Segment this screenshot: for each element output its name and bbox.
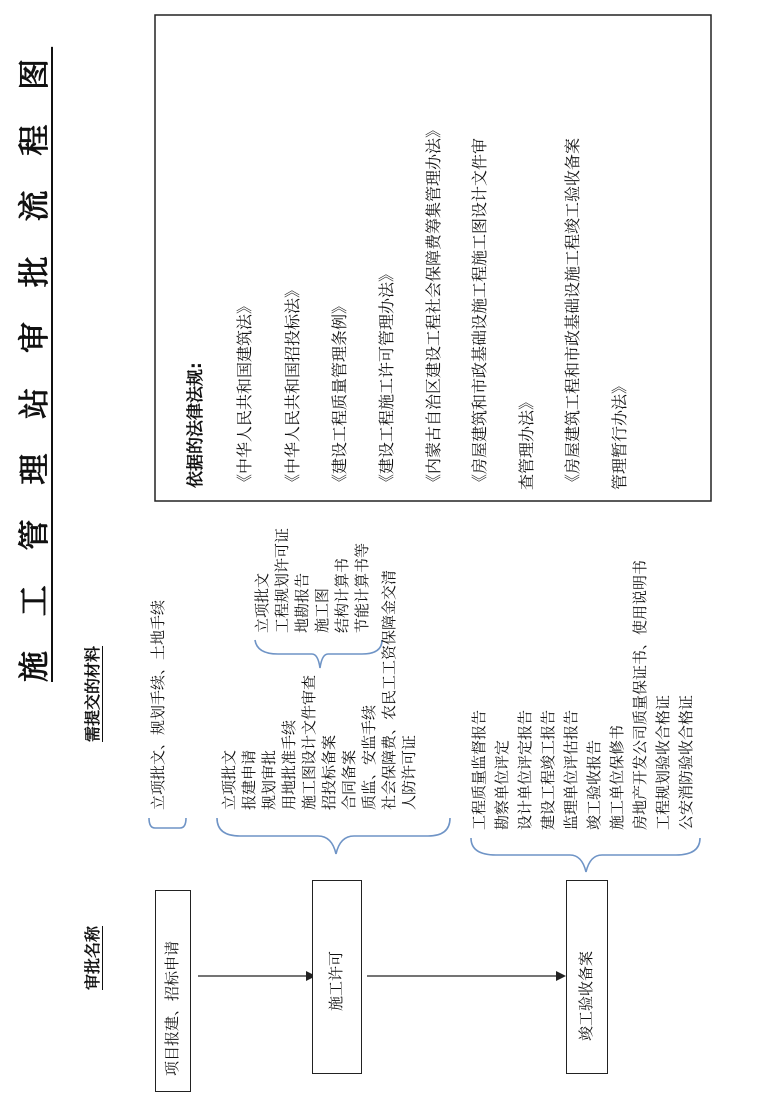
stage2-sub-item-2: 工程规划许可证 — [273, 527, 291, 633]
stage-box-project-registration — [155, 890, 191, 1092]
stage-box-construction-permit — [312, 880, 362, 1074]
stage3-item-3: 设计单位评定报告 — [516, 709, 534, 830]
approval-names-header: 审批名称 — [83, 925, 102, 990]
stage3-item-1: 工程质量监督报告 — [470, 709, 488, 830]
stage2-sub-item-6: 节能计算书等 — [353, 542, 371, 633]
stage3-item-4: 建设工程竣工报告 — [539, 709, 557, 830]
brace-stage1 — [149, 818, 186, 828]
stage1-materials: 立项批文、规划手续、土地手续 — [149, 599, 167, 810]
brace-stage2-sub — [255, 640, 382, 668]
stage2-item-10: 人防许可证 — [400, 734, 418, 810]
brace-stage2 — [217, 818, 450, 854]
materials-header: 需提交的材料 — [83, 645, 102, 742]
page-title: 施 工 管 理 站 审 批 流 程 图 — [17, 46, 53, 682]
stage-label-completion-acceptance: 竣工验收备案 — [577, 950, 595, 1041]
law-item-5: 《内蒙古自治区建设工程社会保障费筹集管理办法》 — [424, 121, 443, 490]
law-item-2: 《中华人民共和国招投标法》 — [283, 281, 302, 490]
stage-box-completion-acceptance — [566, 880, 608, 1074]
law-item-7: 查管理办法》 — [517, 393, 536, 490]
stage3-item-6: 竣工验收报告 — [585, 739, 603, 830]
law-item-4: 《建设工程施工许可管理办法》 — [377, 265, 396, 490]
law-item-6: 《房屋建筑和市政基础设施工程施工图设计文件审 — [470, 137, 489, 490]
arrow-2-head — [556, 971, 566, 981]
stage2-item-5: 施工图设计文件审查 — [300, 674, 318, 810]
stage2-sub-item-5: 结构计算书 — [333, 557, 351, 633]
stage-label-project-registration: 项目报建、招标申请 — [163, 940, 181, 1076]
stage-label-construction-permit: 施工许可 — [327, 950, 345, 1011]
stage2-sub-item-1: 立项批文 — [253, 572, 271, 633]
stage2-sub-item-3: 地勘报告 — [293, 572, 311, 633]
stage2-item-3: 规划审批 — [260, 749, 278, 810]
stage2-item-7: 合同备案 — [340, 749, 358, 810]
law-item-3: 《建设工程质量管理条例》 — [330, 297, 349, 490]
laws-heading: 依据的法律法规: — [186, 362, 206, 488]
stage2-item-2: 报建申请 — [240, 749, 258, 810]
law-item-9: 管理暂行办法》 — [610, 377, 629, 490]
stage3-item-2: 勘察单位评定 — [493, 739, 511, 830]
stage2-item-8: 质监、安监手续 — [360, 704, 378, 810]
stage2-item-1: 立项批文 — [220, 749, 238, 810]
stage3-item-8: 房地产开发公司质量保证书、使用说明书 — [631, 559, 649, 830]
stage3-item-7: 施工单位保修书 — [608, 724, 626, 830]
stage2-sub-item-4: 施工图 — [313, 587, 331, 633]
stage2-item-9: 社会保障费、农民工工资保障金交清 — [380, 569, 398, 810]
stage3-item-10: 公安消防验收合格证 — [677, 694, 695, 830]
stage2-item-6: 招投标备案 — [320, 734, 338, 810]
stage3-item-5: 监理单位评估报告 — [562, 709, 580, 830]
brace-stage3 — [471, 838, 700, 872]
law-item-1: 《中华人民共和国建筑法》 — [235, 297, 254, 490]
stage3-item-9: 工程规划验收合格证 — [654, 694, 672, 830]
stage2-item-4: 用地批准手续 — [280, 719, 298, 810]
law-item-8: 《房屋建筑工程和市政基础设施工程竣工验收备案 — [563, 137, 582, 490]
